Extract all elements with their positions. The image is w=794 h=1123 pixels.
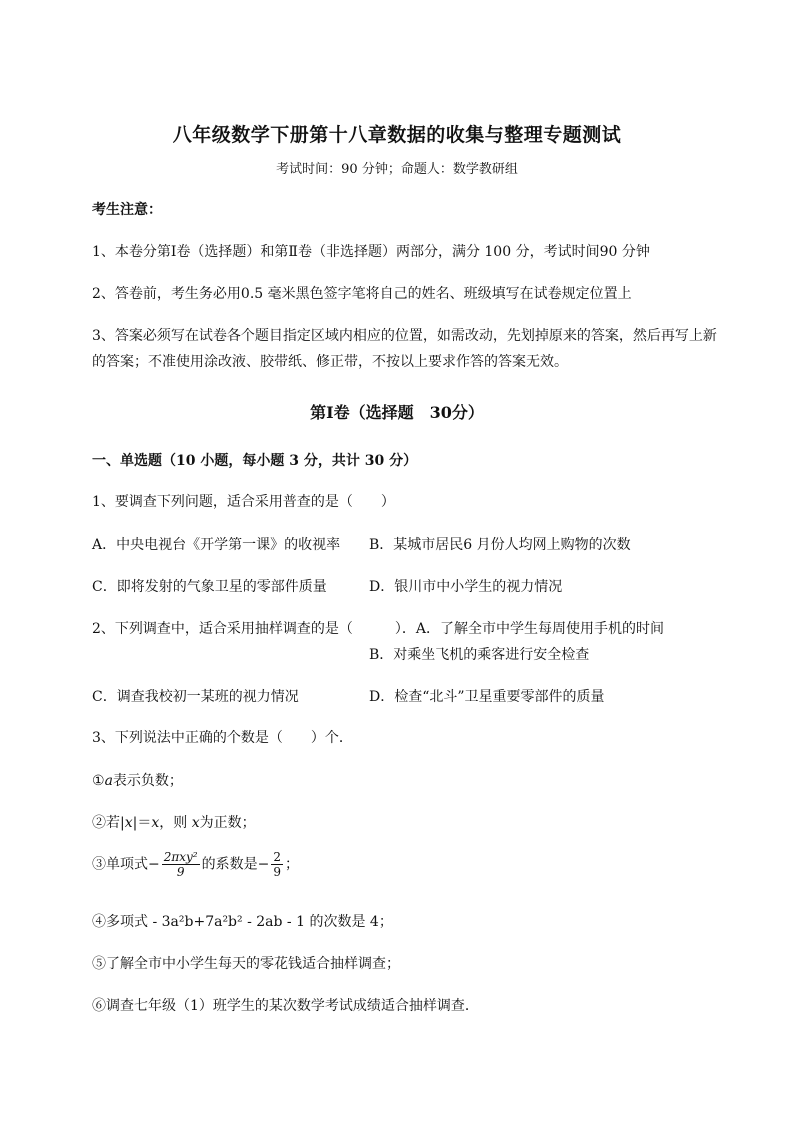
notice-item-3: 3、答案必须写在试卷各个题目指定区域内相应的位置，如需改动，先划掉原来的答案，然后再写上新 [92,328,717,344]
q3-s2-pre: ②若| [92,815,125,831]
q3-s3-denominator: 9 [176,865,185,879]
q3-statement-6: ⑥调查七年级（1）班学生的某次数学考试成绩适合抽样调查． [92,998,479,1014]
exam-info: 考试时间：90 分钟；命题人：数学教研组 [276,162,518,177]
q3-statement-1 [92,771,183,791]
part-heading: 一、单选题（10 小题，每小题 3 分，共计 30 分） [92,453,418,469]
q3-statement-5: ⑤了解全市中小学生每天的零花钱适合抽样调查； [92,956,400,972]
q3-s2-comma: ，则 [159,815,192,831]
q3-s2-mid: |＝ [132,815,152,831]
q3-stem: 3、下列说法中正确的个数是（ ）个． [92,730,353,746]
q3-s3-coef-den: 9 [273,865,281,879]
notice-item-3-cont: 的答案；不准使用涂改液、胶带纸、修正带，不按以上要求作答的答案无效。 [92,354,568,370]
q3-s3-coef-fraction [271,850,283,879]
q3-s3-fraction [162,850,200,879]
q2-option-c: C．调查我校初一某班的视力情况 [92,689,299,705]
page-title: 八年级数学下册第十八章数据的收集与整理专题测试 [172,124,622,146]
q1-option-d: D．银川市中小学生的视力情况 [369,579,563,595]
q3-statement-4: ④多项式 - 3a²b+7a²b² - 2ab - 1 的次数是 4； [92,914,393,930]
q3-s3-post: ； [285,856,299,873]
q3-s2-post: 为正数； [199,815,256,831]
q1-option-b: B．某城市居民6 月份人均网上购物的次数 [369,537,631,553]
q3-s3-mid: 的系数是− [201,856,270,873]
notice-item-1: 1、本卷分第Ⅰ卷（选择题）和第Ⅱ卷（非选择题）两部分，满分 100 分，考试时间90 分钟 [92,244,650,260]
q2-stem: 2、下列调查中，适合采用抽样调查的是（ ）．A．了解全市中学生每周使用手机的时间 [92,621,665,637]
q3-s1-post: 表示负数； [112,773,183,789]
q1-option-a: A．中央电视台《开学第一课》的收视率 [92,537,341,553]
q1-option-c: C．即将发射的气象卫星的零部件质量 [92,579,327,595]
q3-statement-3 [92,850,299,879]
q3-s3-numerator: 2πxy² [163,850,198,864]
q2-option-d: D．检查“北斗”卫星重要零部件的质量 [369,689,605,705]
q3-statement-2 [92,813,256,833]
q2-option-b: B．对乘坐飞机的乘客进行安全检查 [369,647,590,663]
q3-s3-coef-num: 2 [273,850,281,864]
q3-s1-pre: ① [92,773,105,789]
notice-item-2: 2、答卷前，考生务必用0.5 毫米黑色签字笔将自己的姓名、班级填写在试卷规定位置上 [92,286,632,302]
section-title: 第Ⅰ卷（选择题 30分） [310,403,484,422]
notice-heading: 考生注意： [92,202,162,218]
q3-s1-var: a [104,773,113,789]
q1-stem: 1、要调查下列问题，适合采用普查的是（ ） [92,494,395,510]
q3-s2-x1: x [124,815,133,831]
q3-s3-pre: ③单项式− [92,856,160,873]
q3-s2-x2: x [151,815,160,831]
q3-s2-x3: x [191,815,200,831]
